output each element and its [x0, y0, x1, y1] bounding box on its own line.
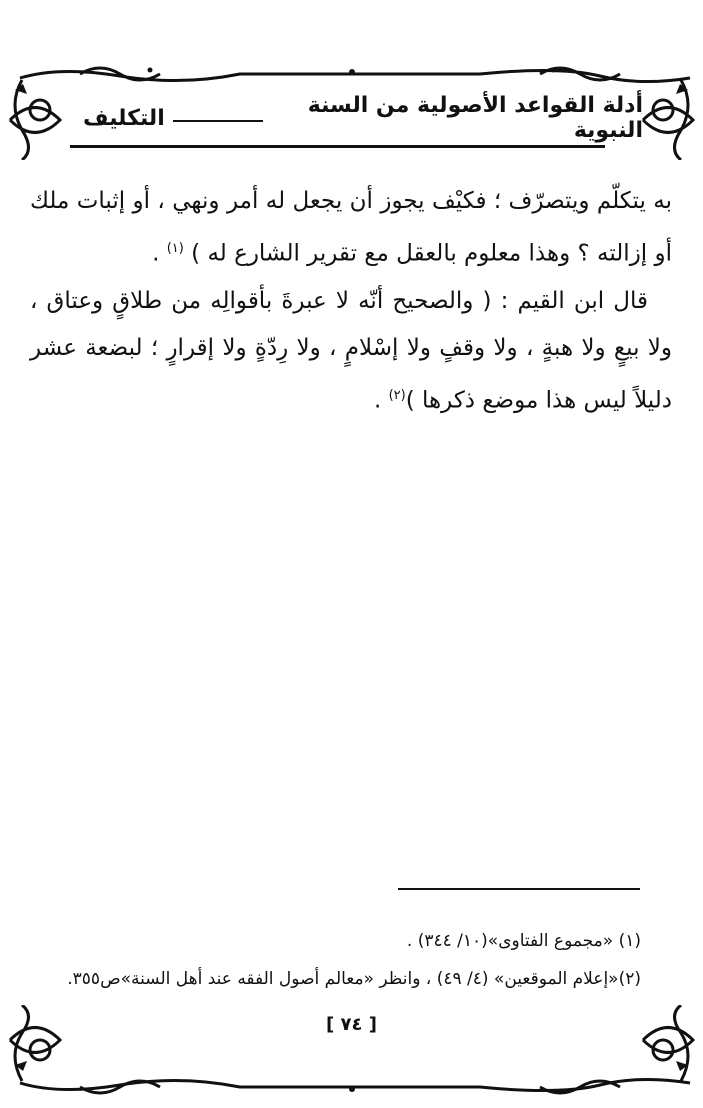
quote-text: قال ابن القيم : ( والصحيح أنّه لا عبرةَ بأقوالِه من طلاقٍ وعتاق ، ولا بيعٍ ولا هبةٍ ، ولا وقفٍ ولا إسْلامٍ ، ولا رِدّةٍ ولا إقرارٍ ؛ لبضعة عشر دليلاً ليس هذا موضع ذكرها ) [30, 287, 672, 414]
header-rule [70, 145, 605, 148]
chapter-title: التكليف [83, 105, 165, 131]
page-number: [ ٧٤ ] [326, 1014, 377, 1035]
footnotes [21, 922, 641, 998]
body-text [30, 178, 672, 424]
body-line-2: أو إزالته ؟ وهذا معلوم بالعقل مع تقرير الشارع له ) [183, 240, 672, 267]
footnote-rule [398, 888, 640, 890]
quote-end: . [373, 387, 389, 414]
book-title: أدلة القواعد الأصولية من السنة النبوية [307, 93, 643, 143]
footnote-ref-1: (١) [166, 241, 184, 256]
footnote-ref-2: (٢) [388, 387, 406, 403]
header-separator [173, 120, 263, 122]
footnote-2: (٢)«إعلام الموقعين» (٤/ ٤٩) ، وانظر «معالم أصول الفقه عند أهل السنة»ص٣٥٥. [67, 969, 641, 989]
footnote-1: (١) «مجموع الفتاوى»(١٠/ ٣٤٤) . [406, 931, 641, 951]
body-line-1: به يتكلّم ويتصرّف ؛ فكيْف يجوز أن يجعل له أمر ونهي ، أو إثبات ملك [30, 188, 672, 214]
paragraph-2 [30, 278, 672, 425]
running-header [83, 93, 643, 143]
body-line-2-end: . [152, 240, 167, 267]
bottom-ornament [0, 1005, 703, 1095]
paragraph-1 [30, 178, 672, 278]
